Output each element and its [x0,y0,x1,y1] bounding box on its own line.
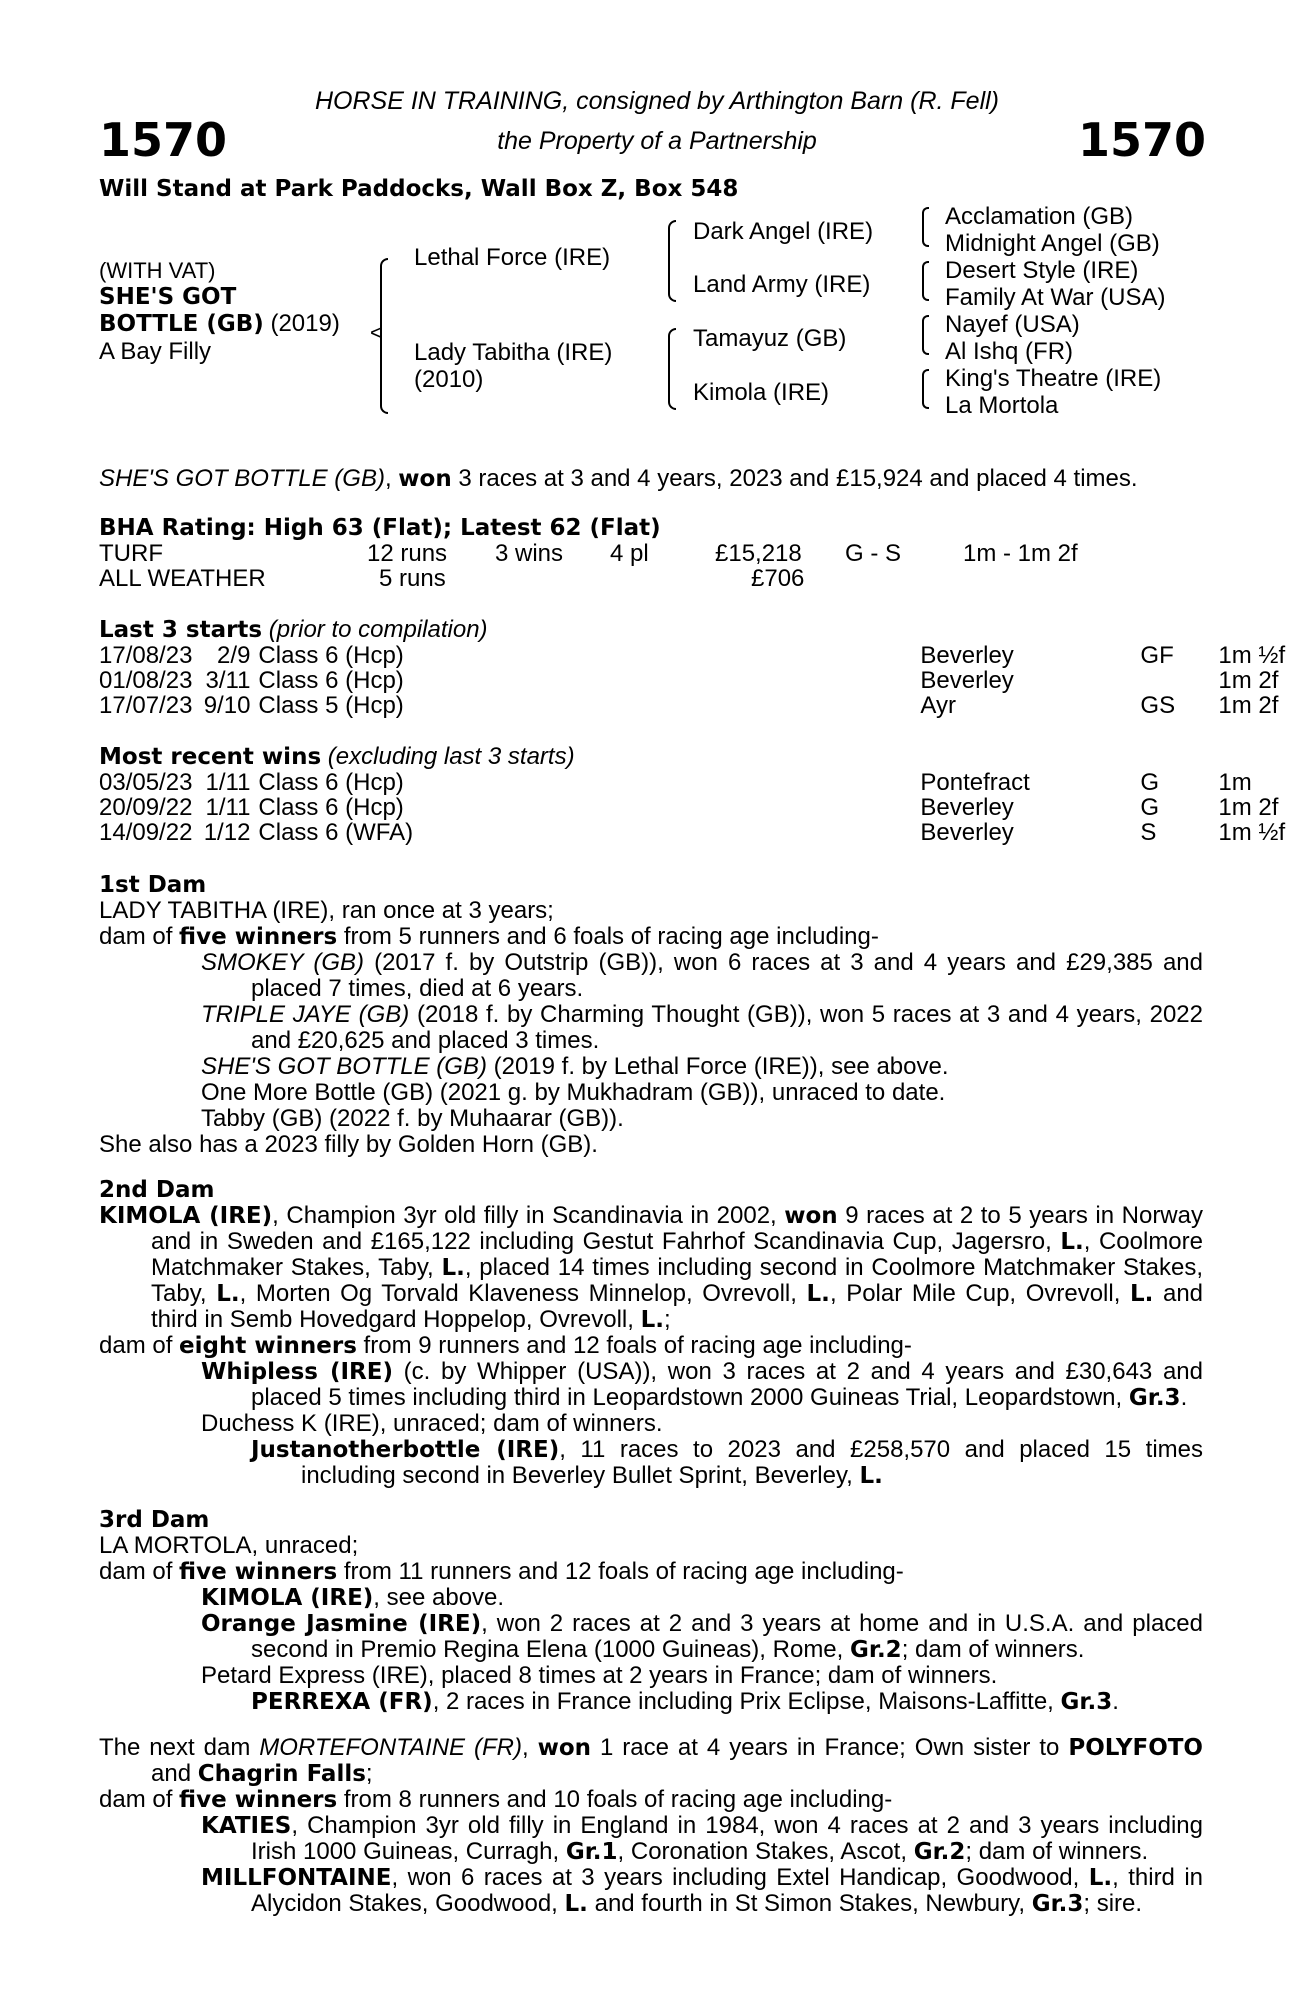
horse-name: TRIPLE JAYE (GB) [201,1001,410,1028]
date: 03/05/23 [99,769,193,796]
text: , third in Alycidon Stakes, Goodwood, [251,1864,1203,1917]
last-3-title: Last 3 starts [99,617,263,643]
horse-year: (2019) [263,310,340,337]
horse-name: MILLFONTAINE [201,1865,392,1891]
text: (c. by Whipper (USA)), won 3 races at 2 and 4 years and £30,643 and placed 5 times including third in Leopardstown 2000 Guineas Trial, Leopardstown, [251,1358,1203,1411]
race-summary [99,466,1138,492]
next-dam-section [99,1735,1203,1917]
horse-name: KIMOLA (IRE) [99,1203,273,1229]
list-item [99,950,1203,1002]
horse-name: SMOKEY (GB) [201,949,364,976]
second-dam-section [99,1177,1203,1489]
table-row [99,820,1285,845]
recent-wins-note: (excluding last 3 starts) [321,743,575,770]
horse-name: Chagrin Falls [197,1761,366,1787]
text: from 9 runners and 12 foals of racing age including- [356,1332,912,1359]
third-dam-section [99,1507,1203,1715]
text: . [1180,1384,1188,1411]
horse-name: PERREXA (FR) [251,1689,433,1715]
summary-text: 3 races at 3 and 4 years, 2023 and £15,924 and placed 4 times. [451,465,1138,492]
surface: ALL WEATHER [99,565,266,592]
brace-point: < [370,320,383,345]
table-row [99,643,1285,668]
distance: 1m - 1m 2f [963,540,1078,567]
text: from 11 runners and 12 foals of racing age including- [337,1558,904,1585]
ds-sire: Nayef (USA) [945,311,1080,338]
horse-name: KIMOLA (IRE) [201,1585,374,1611]
list-item: Duchess K (IRE), unraced; dam of winners. [201,1410,663,1437]
horse-name-line1: SHE'S GOT [99,284,237,310]
sd-dam: Family At War (USA) [945,284,1166,311]
brace-sd [922,261,929,301]
class: Class 5 (Hcp) [258,692,404,719]
recent-wins-table [99,770,1285,845]
distance: 1m [1218,769,1252,796]
won: won [784,1203,838,1229]
date: 14/09/22 [99,819,193,846]
dam-dam: Kimola (IRE) [693,379,830,406]
first-dam-title: 1st Dam [99,872,207,898]
first-dam-note: She also has a 2023 filly by Golden Horn (GB). [99,1131,598,1158]
class: Class 6 (Hcp) [258,642,404,669]
horse-name: POLYFOTO [1068,1735,1203,1761]
consignor-line: HORSE IN TRAINING, consigned by Arthington Barn (R. Fell) [314,87,1000,115]
listed: L. [1129,1281,1154,1307]
brace-dd [922,369,929,409]
text: (2019 f. by Lethal Force (IRE)), see above. [486,1053,949,1080]
group: Gr.3 [1060,1689,1113,1715]
third-dam-title: 3rd Dam [99,1507,210,1533]
list-item [99,1359,1203,1411]
runs: 5 runs [379,565,446,592]
sire-dam: Land Army (IRE) [693,271,871,298]
position: 1/12 [203,819,251,846]
text: , Polar Mile Cup, Ovrevoll, [829,1280,1130,1307]
table-row [99,541,1078,566]
prize: £15,218 [715,540,802,567]
going: S [1140,819,1157,846]
table-row [99,566,1078,591]
position: 1/11 [205,769,251,796]
third-dam-produce [99,1559,1203,1585]
text: , Coronation Stakes, Ascot, [617,1838,914,1865]
list-item [99,1437,1203,1489]
horse-description: A Bay Filly [99,338,212,365]
horse-name: KATIES [201,1813,292,1839]
list-item [99,1689,1203,1715]
list-item [99,1611,1203,1663]
brace-ds [922,315,929,355]
sire-brace [668,220,676,302]
distance: 1m ½f [1218,819,1286,846]
course: Ayr [920,692,956,719]
horse-name: MORTEFONTAINE (FR) [259,1734,522,1761]
position: 2/9 [217,642,251,669]
ss-sire: Acclamation (GB) [945,203,1134,230]
position: 3/11 [205,667,251,694]
group: Gr.2 [850,1637,902,1663]
summary-won: won [398,466,452,492]
text: dam of [99,1786,180,1813]
winners: five winners [179,1559,338,1585]
text: , 2 races in France including Prix Eclipse, Maisons-Laffitte, [432,1688,1061,1715]
list-item [99,1813,1203,1865]
list-item [99,1865,1203,1917]
horse-name: Whipless (IRE) [201,1359,393,1385]
lot-number-right: 1570 [1077,113,1206,167]
horse-name: Orange Jasmine (IRE) [201,1611,482,1637]
date: 20/09/22 [99,794,193,821]
dd-sire: King's Theatre (IRE) [945,365,1162,392]
placed: 4 pl [610,540,649,567]
dam-sire: Tamayuz (GB) [693,325,847,352]
text: ; dam of winners. [965,1838,1149,1865]
recent-wins-title: Most recent wins [99,744,322,770]
brace-ss [922,207,929,247]
text: ; sire. [1083,1890,1143,1917]
position: 9/10 [203,692,251,719]
vat-note: (WITH VAT) [99,258,216,283]
placed [610,566,715,591]
text: , see above. [373,1584,505,1611]
class: Class 6 (Hcp) [258,794,404,821]
date: 17/07/23 [99,692,193,719]
course: Beverley [920,667,1014,694]
winners: five winners [179,924,338,950]
ss-dam: Midnight Angel (GB) [945,230,1160,257]
listed: L. [216,1281,240,1307]
sd-sire: Desert Style (IRE) [945,257,1139,284]
course: Pontefract [920,769,1030,796]
text: , placed 14 times including second in Coolmore Matchmaker Stakes, Taby, [151,1254,1203,1307]
wins: 3 wins [495,540,564,567]
list-item [99,1585,1203,1611]
course: Beverley [920,819,1014,846]
text: and [151,1760,198,1787]
last-3-heading [99,617,488,643]
text: (2018 f. by Charming Thought (GB)), won 5 races at 3 and 4 years, 2022 and £20,625 and placed 3 times. [251,1001,1204,1054]
going: G [1140,769,1160,796]
table-row [99,770,1285,795]
first-dam-line: LADY TABITHA (IRE), ran once at 3 years; [99,897,554,924]
second-dam-produce [99,1333,1203,1359]
text: The next dam [99,1734,260,1761]
class: Class 6 (WFA) [258,819,414,846]
dam-year: (2010) [414,366,484,393]
won: won [537,1735,592,1761]
summary-sep: , [384,465,399,492]
rating-table [99,541,1078,591]
group: Gr.3 [1031,1891,1084,1917]
second-dam-record [99,1203,1203,1333]
text: , won 2 races at 2 and 3 years at home and in U.S.A. and placed second in Premio Regina Elena (1000 Guineas), Rome, [251,1610,1203,1663]
second-dam-title: 2nd Dam [99,1177,215,1203]
lot-number-left: 1570 [99,113,228,167]
list-item: Petard Express (IRE), placed 8 times at 2 years in France; dam of winners. [201,1662,998,1689]
dd-dam: La Mortola [945,392,1059,419]
runs: 12 runs [367,540,448,567]
stand-line: Will Stand at Park Paddocks, Wall Box Z, Box 548 [99,176,739,202]
class: Class 6 (Hcp) [258,769,404,796]
distance: 1m 2f [1218,667,1279,694]
list-item [99,1054,1203,1080]
surface: TURF [99,540,163,567]
list-item: Tabby (GB) (2022 f. by Muhaarar (GB)). [201,1105,624,1132]
text: (2017 f. by Outstrip (GB)), won 6 races at 3 and 4 years and £29,385 and placed 7 times, died at 6 years. [251,949,1203,1002]
text: , Champion 3yr old filly in England in 1984, won 4 races at 2 and 3 years including Irish 1000 Guineas, Curragh, [251,1812,1203,1865]
last-3-table [99,643,1285,718]
text: from 5 runners and 6 foals of racing age including- [337,923,879,950]
winners: eight winners [179,1333,357,1359]
listed: L. [1088,1865,1113,1891]
prize: £706 [751,565,805,592]
date: 01/08/23 [99,667,193,694]
going [1140,668,1218,693]
text: dam of [99,1558,180,1585]
class: Class 6 (Hcp) [258,667,404,694]
course: Beverley [920,794,1014,821]
winners: five winners [179,1787,338,1813]
dam: Lady Tabitha (IRE) [414,339,613,366]
date: 17/08/23 [99,642,193,669]
last-3-note: (prior to compilation) [262,616,488,643]
group: Gr.2 [913,1839,966,1865]
text: , won 6 races at 3 years including Extel Handicap, Goodwood, [391,1864,1089,1891]
sire: Lethal Force (IRE) [414,244,611,271]
bha-rating: BHA Rating: High 63 (Flat); Latest 62 (Flat) [99,515,661,541]
text: 9 races at 2 to 5 years in Norway and in Sweden and £165,122 including Gestut Fahrhof Scandinavia Cup, Jagersro, [151,1202,1203,1255]
listed: L. [640,1307,664,1333]
text: , Champion 3yr old filly in Scandinavia in 2002, [272,1202,785,1229]
text: ; [365,1760,373,1787]
horse-name: Justanotherbottle (IRE) [251,1437,560,1463]
ds-dam: Al Ishq (FR) [945,338,1074,365]
horse-name-line2 [99,311,340,337]
position: 1/11 [205,794,251,821]
text: , 11 races to 2023 and £258,570 and placed 15 times including second in Beverley Bullet Sprint, Beverley, [301,1436,1203,1489]
going: GS [1140,692,1176,719]
listed: L. [1060,1229,1084,1255]
listed: L. [441,1255,465,1281]
wins [495,566,610,591]
going: G - S [845,540,902,567]
property-line: the Property of a Partnership [497,127,817,155]
distance: 1m 2f [1218,692,1279,719]
table-row [99,693,1285,718]
horse-name: BOTTLE (GB) [99,311,264,337]
recent-wins-heading [99,744,575,770]
text: , Morten Og Torvald Klaveness Minnelop, Ovrevoll, [239,1280,807,1307]
next-dam-produce [99,1787,1203,1813]
summary-horse: SHE'S GOT BOTTLE (GB) [99,465,385,492]
text: 1 race at 4 years in France; Own sister to [591,1734,1069,1761]
table-row [99,668,1285,693]
text: ; [664,1306,671,1333]
next-dam-record [99,1735,1203,1787]
list-item: One More Bottle (GB) (2021 g. by Mukhadram (GB)), unraced to date. [201,1079,946,1106]
text: dam of [99,923,180,950]
text: , [521,1734,538,1761]
sire-sire: Dark Angel (IRE) [693,218,874,245]
text: , Coolmore Matchmaker Stakes, Taby, [151,1228,1203,1281]
course: Beverley [920,642,1014,669]
first-dam-section [99,872,1203,1158]
text: and fourth in St Simon Stakes, Newbury, [587,1890,1032,1917]
listed: L. [859,1463,883,1489]
distance: 1m ½f [1218,642,1286,669]
horse-name: SHE'S GOT BOTTLE (GB) [201,1053,487,1080]
third-dam-line: LA MORTOLA, unraced; [99,1532,359,1559]
text: . [1112,1688,1119,1715]
text: dam of [99,1332,180,1359]
listed: L. [564,1891,588,1917]
distance: 1m 2f [1218,794,1279,821]
table-row [99,795,1285,820]
text: and third in Semb Hovedgard Hoppelop, Ovrevoll, [151,1280,1204,1333]
group: Gr.3 [1128,1385,1181,1411]
listed: L. [806,1281,830,1307]
distance [963,566,1078,591]
list-item [99,1002,1203,1054]
text: from 8 runners and 10 foals of racing age including- [337,1786,893,1813]
going: G [1140,794,1160,821]
first-dam-produce [99,924,1203,950]
group: Gr.1 [565,1839,618,1865]
going: GF [1140,642,1174,669]
dam-brace [668,328,676,410]
going [845,566,963,591]
text: ; dam of winners. [901,1636,1085,1663]
